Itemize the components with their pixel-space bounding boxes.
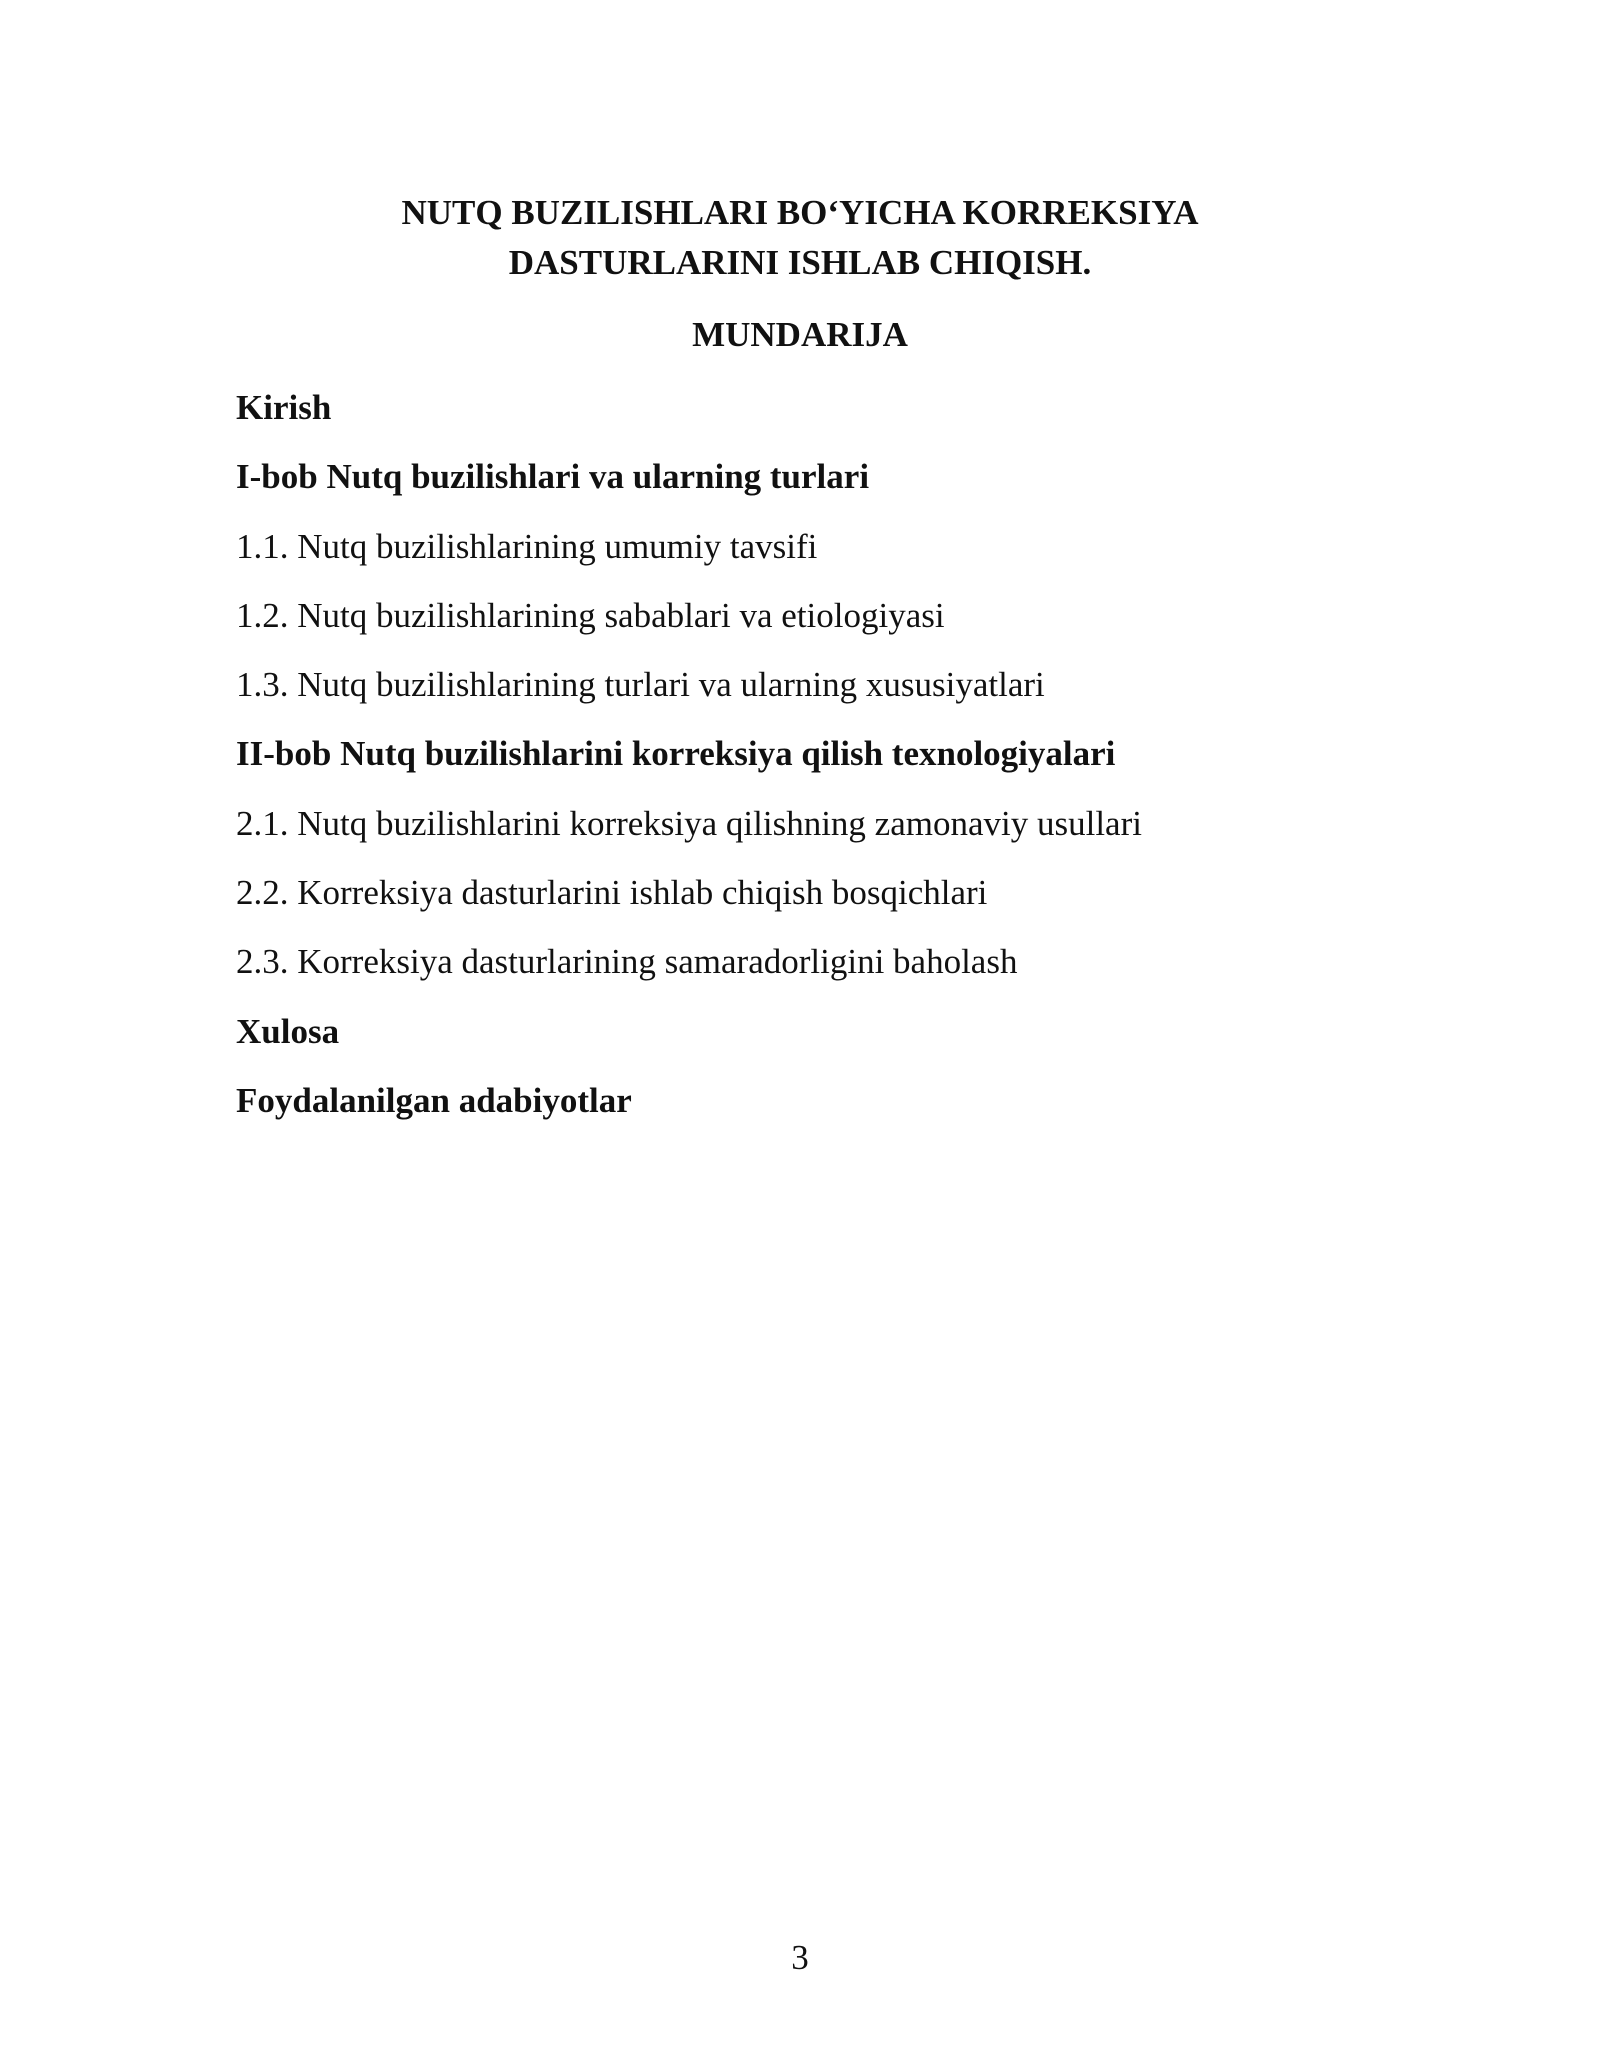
toc-item-2-1: 2.1. Nutq buzilishlarini korreksiya qilishning zamonaviy usullari xyxy=(236,803,1142,843)
toc-item-1-1: 1.1. Nutq buzilishlarining umumiy tavsifi xyxy=(236,526,818,566)
title-line-1: NUTQ BUZILISHLARI BO‘YICHA KORREKSIYA xyxy=(401,193,1199,232)
document-title xyxy=(0,188,1600,288)
page-number: 3 xyxy=(791,1938,809,1977)
toc-item-adabiyotlar: Foydalanilgan adabiyotlar xyxy=(236,1080,632,1120)
table-of-contents xyxy=(236,383,1436,1145)
toc-item-chapter-2: II-bob Nutq buzilishlarini korreksiya qilish texnologiyalari xyxy=(236,734,1116,774)
title-line-2: DASTURLARINI ISHLAB CHIQISH. xyxy=(508,243,1092,282)
toc-heading: MUNDARIJA xyxy=(692,315,908,354)
toc-item-1-3: 1.3. Nutq buzilishlarining turlari va ularning xususiyatlari xyxy=(236,665,1045,705)
toc-item-kirish: Kirish xyxy=(236,388,332,427)
toc-item-2-3: 2.3. Korreksiya dasturlarining samaradorligini baholash xyxy=(236,942,1018,982)
toc-item-chapter-1: I-bob Nutq buzilishlari va ularning turlari xyxy=(236,457,870,497)
toc-item-1-2: 1.2. Nutq buzilishlarining sabablari va etiologiyasi xyxy=(236,595,945,635)
toc-item-xulosa: Xulosa xyxy=(236,1011,340,1051)
toc-item-2-2: 2.2. Korreksiya dasturlarini ishlab chiqish bosqichlari xyxy=(236,873,988,913)
